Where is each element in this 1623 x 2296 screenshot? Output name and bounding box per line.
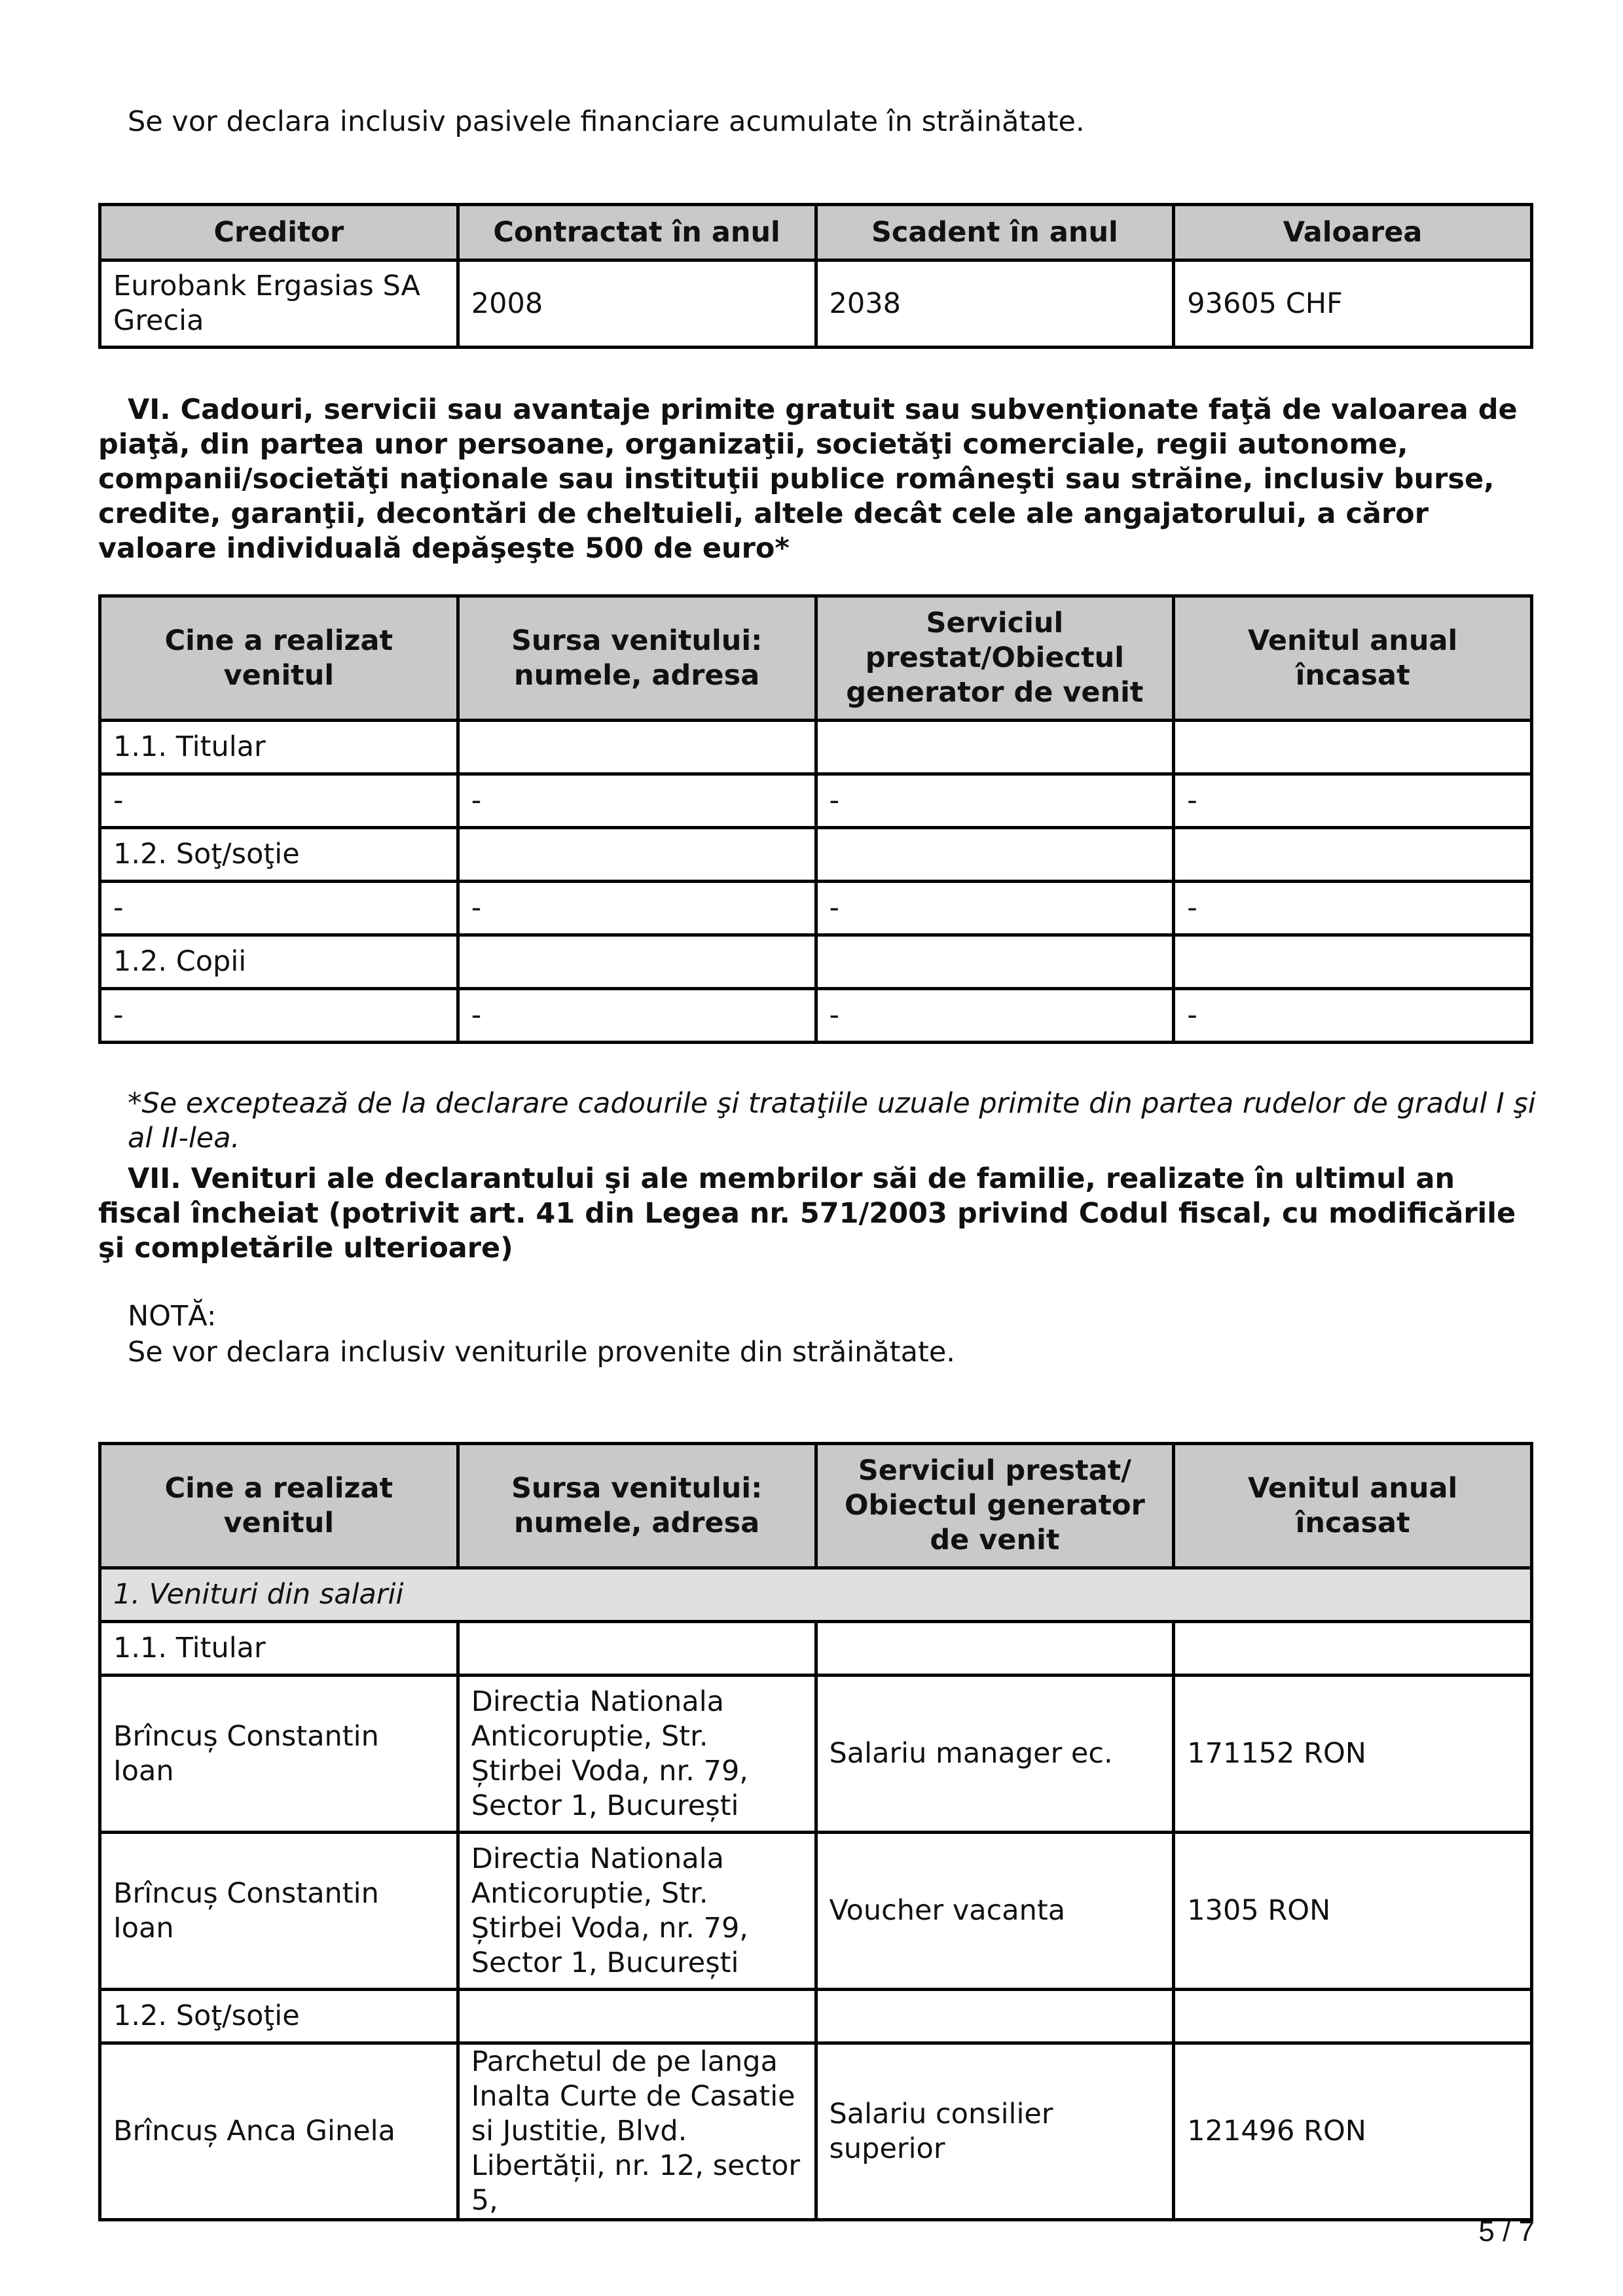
column-header: Cine a realizat venitul: [100, 596, 458, 721]
table-cell: [1174, 1990, 1532, 2043]
column-header: Cine a realizat venitul: [100, 1444, 458, 1568]
column-header: Venitul anual încasat: [1174, 596, 1532, 721]
table-cell: [816, 1622, 1174, 1676]
table-cell: [816, 1990, 1174, 2043]
section-row: [100, 1568, 1532, 1622]
table-header-row: [100, 596, 1532, 721]
table-cell: [458, 721, 816, 774]
income-table: [98, 1442, 1533, 2221]
table-cell: Voucher vacanta: [816, 1833, 1174, 1990]
table-cell: [458, 828, 816, 882]
table-cell: [1174, 1622, 1532, 1676]
intro-note: Se vor declara inclusiv pasivele financiare acumulate în străinătate.: [128, 105, 1085, 138]
table-cell: [816, 721, 1174, 774]
table-cell: -: [1174, 882, 1532, 935]
table-row: [100, 828, 1532, 882]
table-cell: 121496 RON: [1174, 2043, 1532, 2220]
table-header-row: [100, 1444, 1532, 1568]
table-cell: [1174, 935, 1532, 989]
section6-title: VI. Cadouri, servicii sau avantaje primite gratuit sau subvenţionate faţă de valoarea de piaţă, din partea unor persoane, organizaţii, societăţi comerciale, regii autonome, companii/societăţi naţionale sau instituţii publice româneşti sau străine, inclusiv burse, credite, garanţii, decontări de cheltuieli, altele decât cele ale angajatorului, a căror valoare individuală depăşeşte 500 de euro*: [98, 393, 1518, 565]
table-cell: -: [100, 774, 458, 828]
table-cell: 171152 RON: [1174, 1676, 1532, 1833]
gifts-table: [98, 594, 1533, 1044]
table-cell: 1.2. Soţ/soţie: [100, 1990, 458, 2043]
table-cell: -: [1174, 774, 1532, 828]
table-cell: 1.1. Titular: [100, 1622, 458, 1676]
table-row: [100, 1833, 1532, 1990]
table-cell: Brîncuș Constantin Ioan: [100, 1676, 458, 1833]
table-cell: -: [816, 774, 1174, 828]
table-cell: 2038: [816, 260, 1174, 348]
table-cell: [816, 935, 1174, 989]
note-label: NOTĂ:: [128, 1300, 217, 1333]
table-cell: [816, 828, 1174, 882]
column-header: Scadent în anul: [816, 205, 1174, 260]
table-row: [100, 1676, 1532, 1833]
table-cell: [458, 935, 816, 989]
column-header: Creditor: [100, 205, 458, 260]
section7-title: VII. Venituri ale declarantului şi ale membrilor săi de familie, realizate în ultimul an fiscal încheiat (potrivit art. 41 din Legea nr. 571/2003 privind Codul fiscal, cu modificările şi completările ulterioare): [98, 1162, 1516, 1265]
note-text: Se vor declara inclusiv veniturile provenite din străinătate.: [128, 1336, 955, 1369]
table-cell: 1.1. Titular: [100, 721, 458, 774]
gifts-footnote: *Se exceptează de la declarare cadourile şi trataţiile uzuale primite din partea rudelor de gradul I şi al II-lea.: [128, 1087, 1536, 1155]
table-row: [100, 989, 1532, 1043]
table-cell: -: [100, 989, 458, 1043]
section-label: 1. Venituri din salarii: [100, 1568, 1532, 1622]
table-cell: 1305 RON: [1174, 1833, 1532, 1990]
table-cell: Eurobank Ergasias SA Grecia: [100, 260, 458, 348]
debts-table: [98, 203, 1533, 349]
table-cell: [458, 1990, 816, 2043]
column-header: Valoarea: [1174, 205, 1532, 260]
column-header: Sursa venitului: numele, adresa: [458, 1444, 816, 1568]
table-cell: Directia Nationala Anticoruptie, Str. Știrbei Voda, nr. 79, Sector 1, București: [458, 1833, 816, 1990]
table-cell: [1174, 828, 1532, 882]
table-cell: Salariu manager ec.: [816, 1676, 1174, 1833]
table-row: [100, 2043, 1532, 2220]
table-row: [100, 774, 1532, 828]
table-cell: -: [458, 882, 816, 935]
column-header: Contractat în anul: [458, 205, 816, 260]
table-cell: -: [458, 774, 816, 828]
table-row: [100, 260, 1532, 348]
column-header: Sursa venitului: numele, adresa: [458, 596, 816, 721]
table-cell: 2008: [458, 260, 816, 348]
table-cell: Parchetul de pe langa Inalta Curte de Casatie si Justitie, Blvd. Libertății, nr. 12, sector 5,: [458, 2043, 816, 2220]
table-cell: -: [1174, 989, 1532, 1043]
table-cell: 1.2. Soţ/soţie: [100, 828, 458, 882]
table-cell: 1.2. Copii: [100, 935, 458, 989]
table-row: [100, 721, 1532, 774]
table-cell: Brîncuș Anca Ginela: [100, 2043, 458, 2220]
table-header-row: [100, 205, 1532, 260]
table-row: [100, 1990, 1532, 2043]
table-row: [100, 882, 1532, 935]
table-cell: Brîncuș Constantin Ioan: [100, 1833, 458, 1990]
page-number: 5 / 7: [1478, 2215, 1535, 2248]
table-cell: 93605 CHF: [1174, 260, 1532, 348]
table-cell: -: [100, 882, 458, 935]
table-cell: -: [816, 882, 1174, 935]
table-cell: [458, 1622, 816, 1676]
column-header: Venitul anual încasat: [1174, 1444, 1532, 1568]
table-cell: -: [816, 989, 1174, 1043]
table-cell: Salariu consilier superior: [816, 2043, 1174, 2220]
table-cell: [1174, 721, 1532, 774]
table-cell: -: [458, 989, 816, 1043]
table-cell: Directia Nationala Anticoruptie, Str. Știrbei Voda, nr. 79, Sector 1, București: [458, 1676, 816, 1833]
table-row: [100, 935, 1532, 989]
table-row: [100, 1622, 1532, 1676]
column-header: Serviciul prestat/ Obiectul generator de venit: [816, 1444, 1174, 1568]
column-header: Serviciul prestat/Obiectul generator de venit: [816, 596, 1174, 721]
